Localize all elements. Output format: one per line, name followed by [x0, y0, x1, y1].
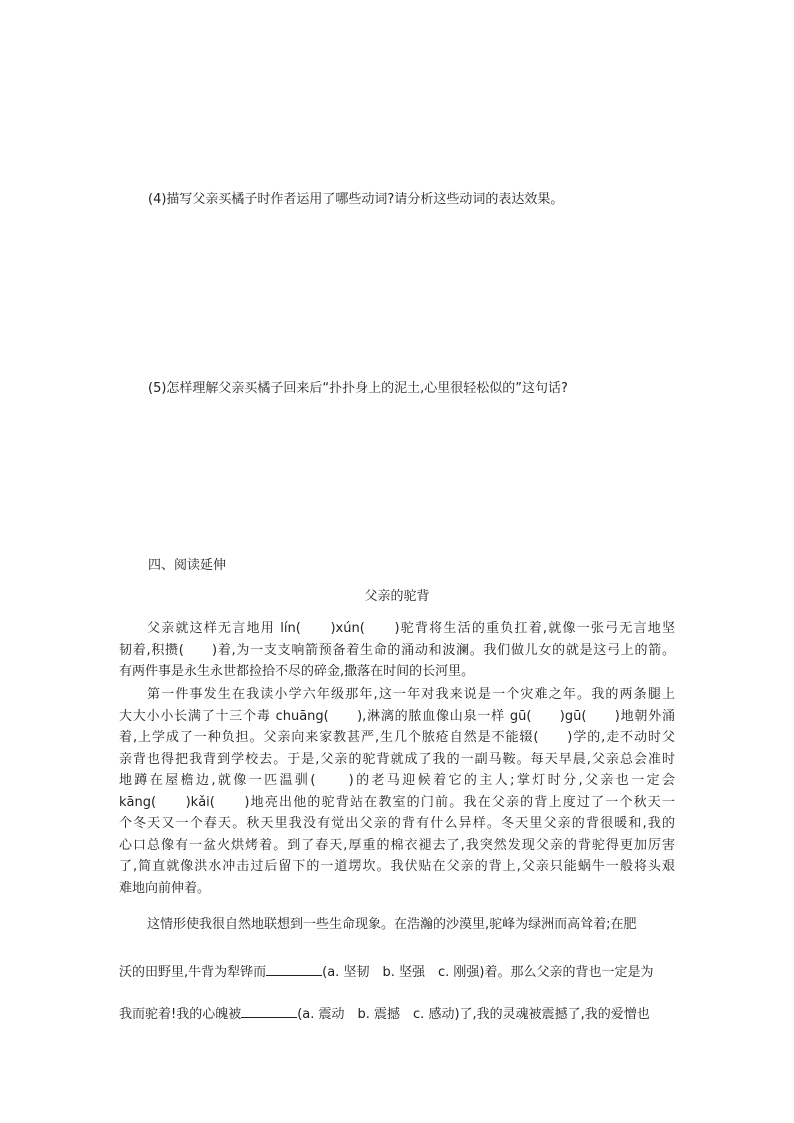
paragraph-3-line-2 [119, 961, 675, 982]
paragraph-line: 有两件事是永生永世都捡拾不尽的碎金,撒落在时间的长河里。 [119, 664, 475, 679]
paragraph-line: kāng( )kǎi( )地亮出他的驼背站在教室的门前。我在父亲的背上度过了一个秋天一 [119, 794, 675, 810]
paragraph-line: 了,简直就像洪水冲击过后留下的一道塄坎。我伏贴在父亲的背上,父亲只能蜗牛一般将头艰 [119, 859, 675, 874]
paragraph-3-line-1: 这情形使我很自然地联想到一些生命现象。在浩瀚的沙漠里,驼峰为绿洲而高耸着;在肥 [147, 917, 637, 932]
line-text: (a. 震动 b. 震撼 c. 感动)了,我的灵魂被震撼了,我的爱憎也 [297, 1007, 650, 1022]
paragraph-line: 韧着,积攒( )着,为一支支响箭预备着生命的涌动和波澜。我们做儿女的就是这弓上的箭。 [119, 642, 675, 658]
line-text: 我而驼着!我的心魄被 [119, 1007, 242, 1022]
paragraph-line: 着,上学成了一种负担。父亲向来家教甚严,生几个脓疮自然是不能辍( )学的,走不动时父 [119, 730, 675, 745]
section-heading: 四、阅读延伸 [148, 558, 227, 573]
fill-in-blank[interactable] [266, 961, 322, 976]
paragraph-line: 个冬天又一个春天。秋天里我没有觉出父亲的背有什么异样。冬天里父亲的背很暖和,我的 [119, 816, 675, 831]
fill-in-blank[interactable] [241, 1003, 297, 1018]
paragraph-line: 第一件事发生在我读小学六年级那年,这一年对我来说是一个灾难之年。我的两条腿上 [147, 687, 675, 702]
line-text: 沃的田野里,牛背为犁铧而 [119, 965, 267, 980]
paragraph-line: 父亲就这样无言地用 lín( )xún( )驼背将生活的重负扛着,就像一张弓无言地坚 [147, 621, 675, 636]
paragraph-line: 亲背也得把我背到学校去。于是,父亲的驼背就成了我的一副马鞍。每天早晨,父亲总会准时 [119, 751, 675, 767]
article-title: 父亲的驼背 [364, 589, 430, 604]
line-text: (a. 坚韧 b. 坚强 c. 刚强)着。那么父亲的背也一定是为 [322, 965, 654, 980]
paragraph-2 [119, 684, 675, 899]
paragraph-line: 地蹲在屋檐边,就像一匹温驯( )的老马迎候着它的主人;掌灯时分,父亲也一定会 [119, 773, 675, 788]
paragraph-line: 心口总像有一盆火烘烤着。到了春天,厚重的棉衣褪去了,我突然发现父亲的背驼得更加厉害 [119, 837, 675, 853]
paragraph-line: 大大小小长满了十三个毒 chuāng( ),淋漓的脓血像山泉一样 gū( )gū( )地朝外涌 [119, 708, 675, 724]
paragraph-1 [119, 618, 675, 683]
question-5: (5)怎样理解父亲买橘子回来后“扑扑身上的泥土,心里很轻松似的”这句话? [148, 381, 568, 396]
paragraph-3-line-3 [119, 1003, 675, 1024]
question-4: (4)描写父亲买橘子时作者运用了哪些动词?请分析这些动词的表达效果。 [148, 192, 564, 207]
paragraph-line: 难地向前伸着。 [119, 880, 211, 896]
